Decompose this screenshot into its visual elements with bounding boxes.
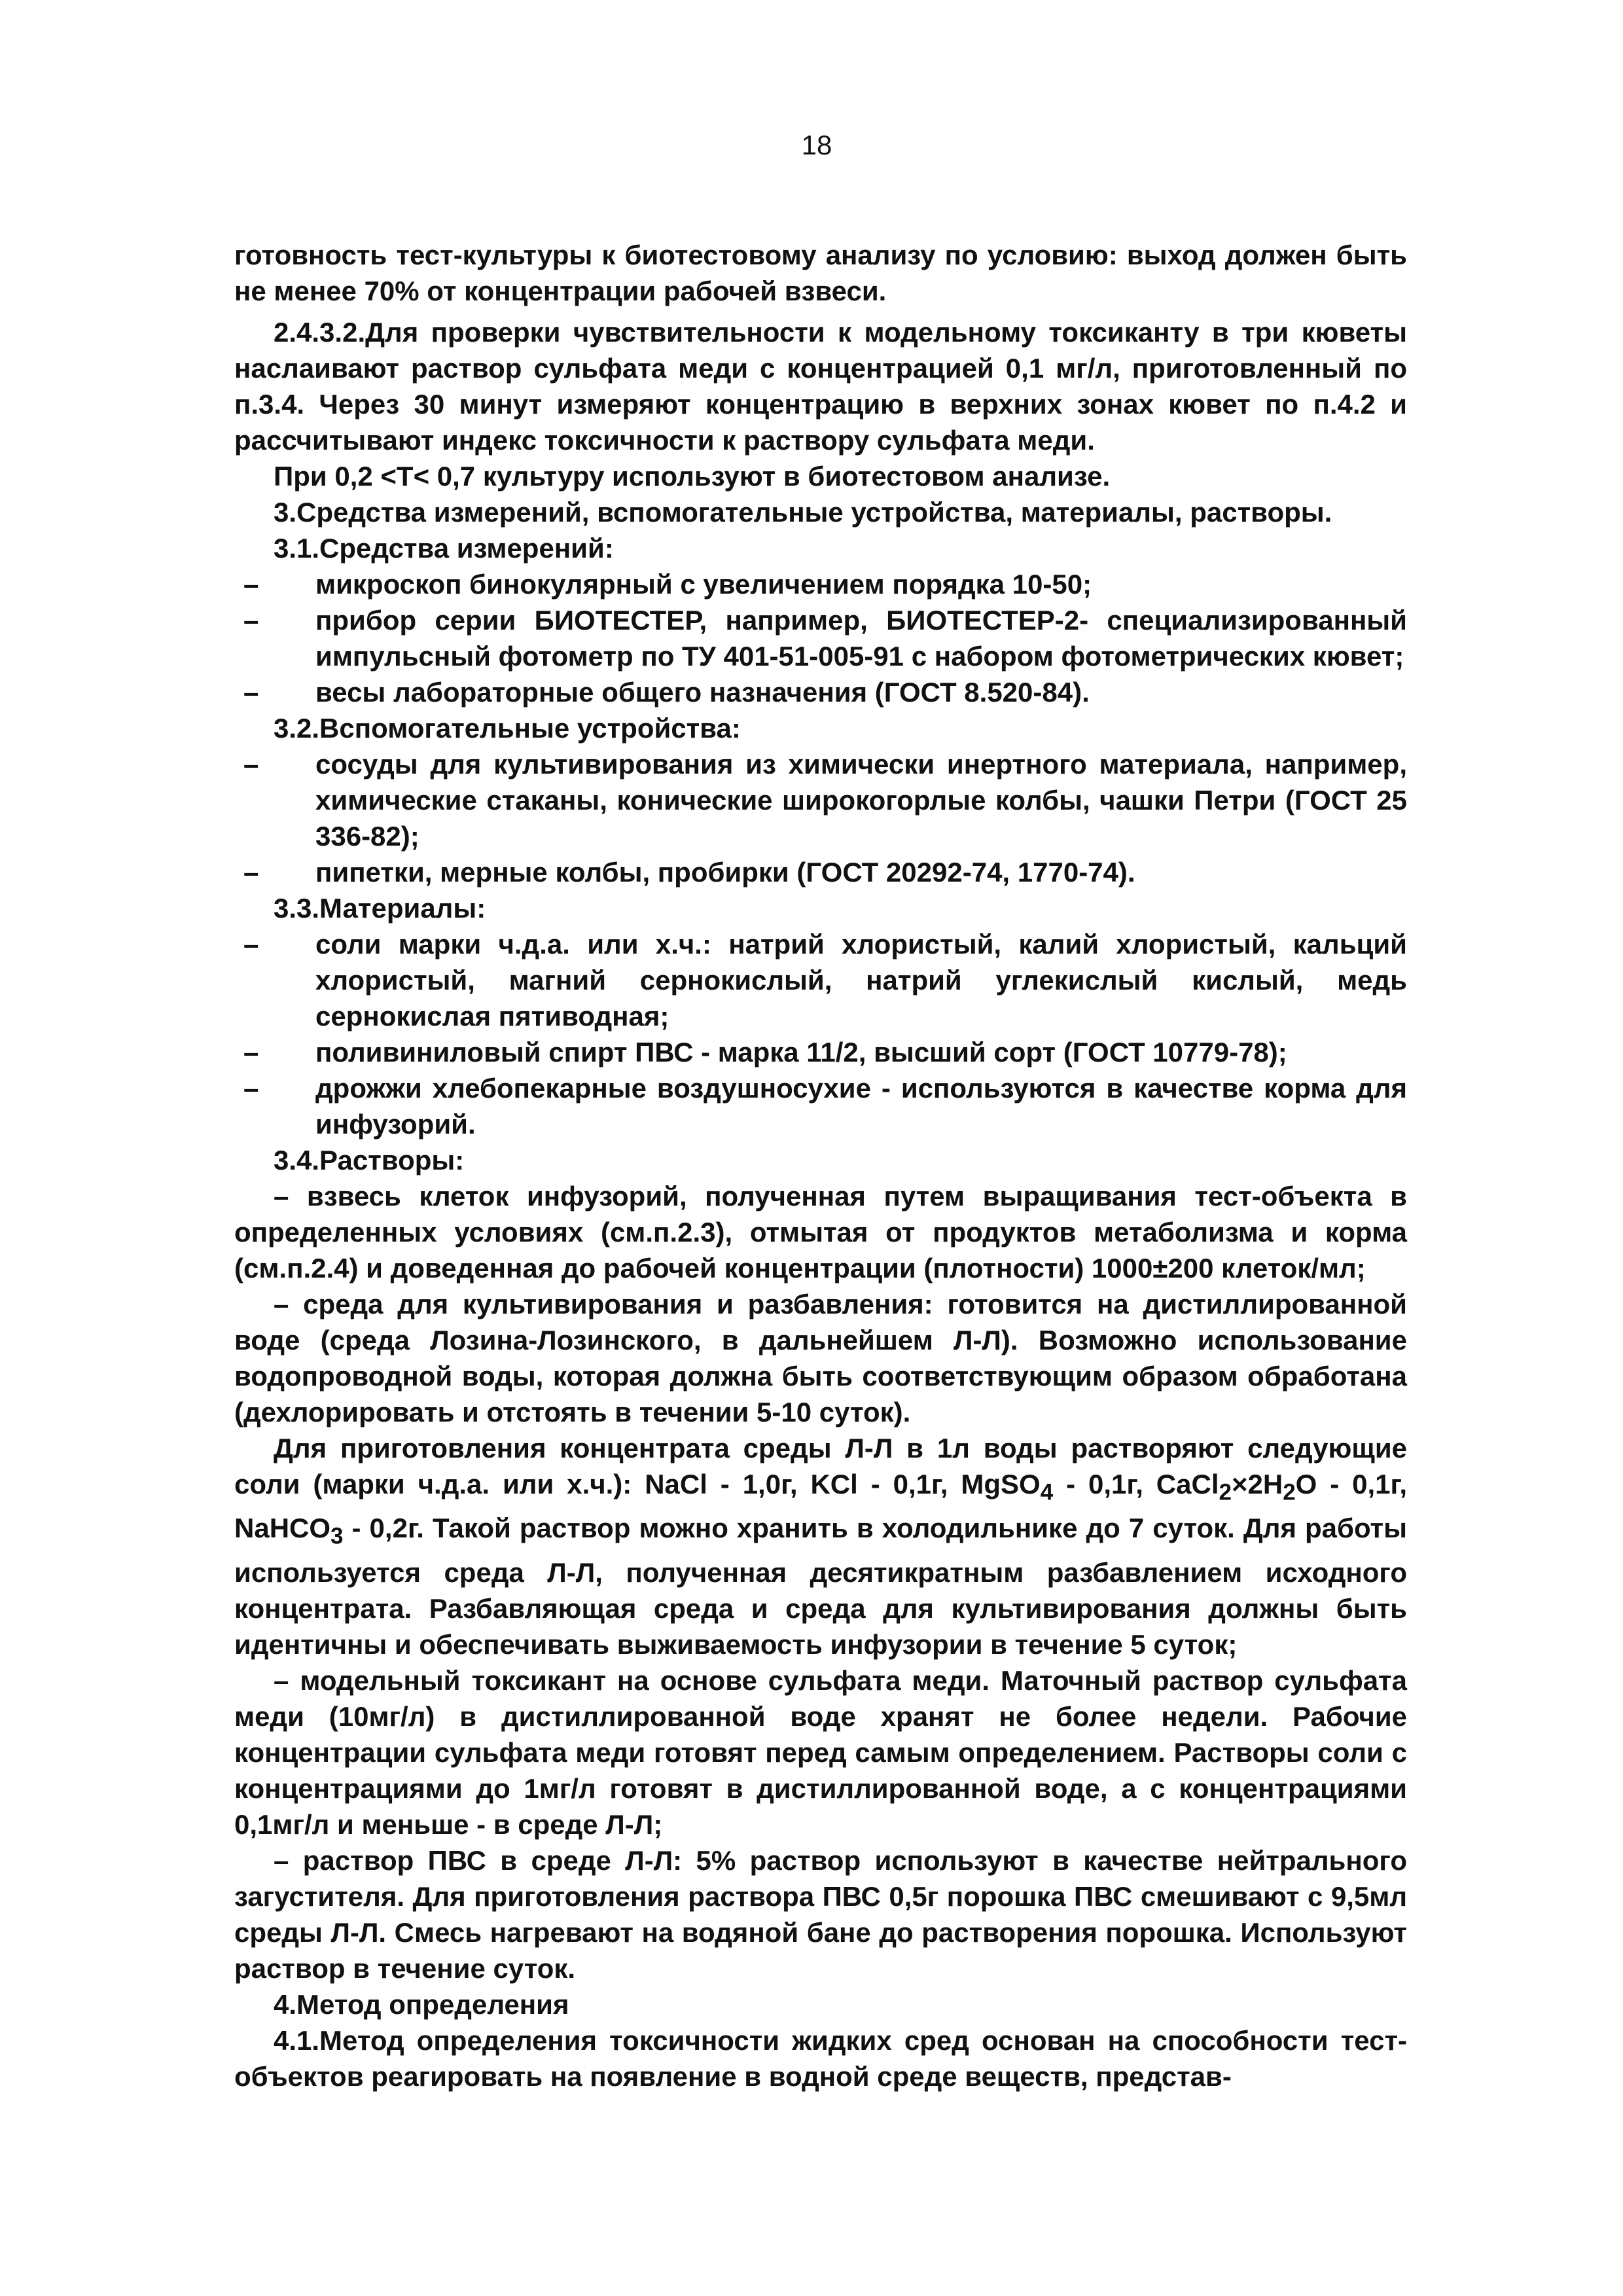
- list-item: – весы лабораторные общего назначения (ГОСТ 8.520-84).: [243, 677, 1090, 708]
- list-item: – взвесь клеток инфузорий, полученная путем выращивания тест-объекта в определенных условиях (см.п.2.3), отмытая от продуктов метаболизма и корма (см.п.2.4) и доведенная до рабочей концентрации (плотности) 1000±200 клеток/мл;: [234, 1181, 1408, 1283]
- paragraph-sensitivity-check: 2.4.3.2.Для проверки чувствительности к модельному токсиканту в три кюветы наслаивают раствор сульфата меди с концентрацией 0,1 мг/л, приготовленный по п.3.4. Через 30 минут измеряют концентрацию в верхних зонах кювет по п.4.2 и рассчитывают индекс токсичности к раствору сульфата меди.: [234, 317, 1407, 456]
- paragraph-medium-concentrate: Для приготовления концентрата среды Л-Л в 1л воды растворяют следующие соли (марки ч.д.а. или х.ч.): NaCl - 1,0г, KCl - 0,1г, MgSO$_4$ - 0,1г, $CaCl_2\times 2H_2O - 0,1г$, NaHCO$_3$ - 0,2г. Такой раствор можно хранить в холодильнике до 7 суток. Для работы используется среда Л-Л, полученная десятикратным разбавлением исходного концентрата. Разбавляющая среда и среда для культивирования должны быть идентичны и обеспечивать выживаемость инфузории в течение 5 суток;: [234, 1433, 1408, 1660]
- section-heading-3-3: 3.3.Материалы:: [274, 893, 486, 924]
- paragraph-culture-readiness: готовность тест-культуры к биотестовому анализу по условию: выход должен быть не менее 70% от концентрации рабочей взвеси.: [234, 240, 1407, 306]
- section-heading-3-4: 3.4.Растворы:: [274, 1145, 465, 1175]
- list-item: – прибор серии БИОТЕСТЕР, например, БИОТЕСТЕР-2- специализированный импульсный фотометр по ТУ 401-51-005-91 с набором фотометрических кювет;: [243, 605, 1407, 672]
- document-body: [234, 237, 1407, 2094]
- list-item: – пипетки, мерные колбы, пробирки (ГОСТ 20292-74, 1770-74).: [243, 857, 1135, 888]
- paragraph-method: 4.1.Метод определения токсичности жидких сред основан на способности тест-объектов реагировать на появление в водной среде веществ, представ-: [234, 2024, 1407, 2092]
- section-heading-3-1: 3.1.Средства измерений:: [274, 533, 614, 564]
- section-heading-4: 4.Метод определения: [274, 1988, 569, 2020]
- list-item: – среда для культивирования и разбавления: готовится на дистиллированной воде (среда Лозина-Лозинского, в дальнейшем Л-Л). Возможно использование водопроводной воды, которая должна быть соответствующим образом обработана (дехлорировать и отстоять в течении 5-10 суток).: [234, 1289, 1408, 1427]
- list-item: – микроскоп бинокулярный с увеличением порядка 10-50;: [243, 569, 1092, 600]
- list-item: – сосуды для культивирования из химически инертного материала, например, химические стаканы, конические широкогорлые колбы, чашки Петри (ГОСТ 25 336-82);: [243, 749, 1407, 852]
- list-item: – модельный токсикант на основе сульфата меди. Маточный раствор сульфата меди (10мг/л) в дистиллированной воде хранят не более недели. Рабочие концентрации сульфата меди готовят перед самым определением. Растворы соли с концентрациями до 1мг/л готовят в дистиллированной воде, а с концентрациями 0,1мг/л и меньше - в среде Л-Л;: [234, 1664, 1407, 1840]
- section-heading-3-2: 3.2.Вспомогательные устройства:: [274, 713, 741, 744]
- page-number: 18: [801, 130, 832, 160]
- list-item: – поливиниловый спирт ПВС - марка 11/2, высший сорт (ГОСТ 10779-78);: [243, 1037, 1287, 1067]
- list-item: – дрожжи хлебопекарные воздушносухие - используются в качестве корма для инфузорий.: [243, 1073, 1407, 1139]
- list-item: – раствор ПВС в среде Л-Л: 5% раствор используют в качестве нейтрального загустителя. Для приготовления раствора ПВС 0,5г порошка ПВС смешивают с 9,5мл среды Л-Л. Смесь нагревают на водяной бане до растворения порошка. Используют раствор в течение суток.: [234, 1844, 1407, 1984]
- list-item: – соли марки ч.д.а. или х.ч.: натрий хлористый, калий хлористый, кальций хлористый, магний сернокислый, натрий углекислый кислый, медь сернокислая пятиводная;: [243, 929, 1407, 1031]
- paragraph-toxicity-range: При 0,2 <T< 0,7 культуру используют в биотестовом анализе.: [274, 461, 1111, 492]
- section-heading-3: 3.Средства измерений, вспомогательные устройства, материалы, растворы.: [274, 497, 1332, 528]
